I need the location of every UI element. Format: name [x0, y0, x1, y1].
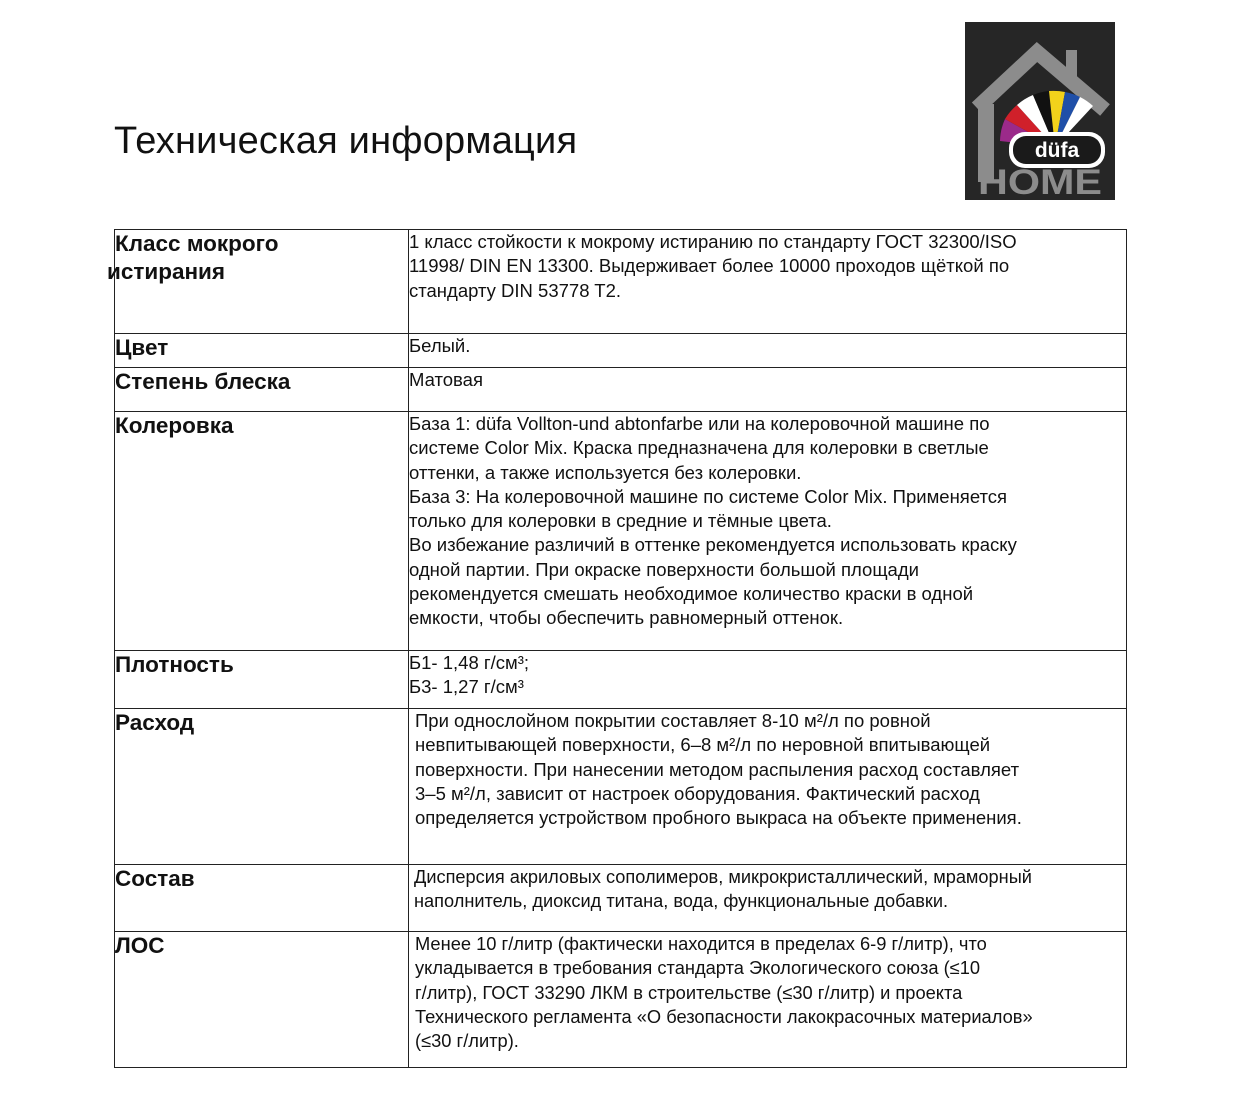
row-label: [115, 709, 409, 865]
value-line: невпитывающей поверхности, 6–8 м²/л по неровной впитывающей: [415, 734, 991, 756]
value-line: Менее 10 г/литр (фактически находится в пределах 6-9 г/литр), что: [415, 933, 987, 954]
label-line: Расход: [115, 710, 195, 735]
row-value: [409, 651, 1127, 709]
row-value: [409, 412, 1127, 651]
table-row: [115, 412, 1127, 651]
row-label: [115, 865, 409, 932]
value-line: Дисперсия акриловых сополимеров, микрокристаллический, мраморный: [414, 867, 1032, 887]
label-line: Степень блеска: [115, 369, 291, 394]
row-value: [409, 334, 1127, 368]
table-row: [115, 932, 1127, 1068]
row-label: [115, 412, 409, 651]
value-line: г/литр), ГОСТ 33290 ЛКМ в строительстве (≤30 г/литр) и проекта: [415, 981, 963, 1003]
value-line: Белый.: [409, 335, 471, 356]
row-value: [409, 932, 1127, 1068]
value-line: рекомендуется смешать необходимое количество краски в одной: [409, 583, 974, 605]
row-value: [409, 865, 1127, 932]
row-value: [409, 230, 1127, 334]
logo-brand-text: düfa: [1034, 139, 1080, 162]
row-label: [115, 334, 409, 368]
dufa-home-logo: [965, 22, 1115, 200]
row-label: [107, 230, 409, 334]
row-label: [115, 368, 409, 412]
label-line: истирания: [107, 259, 226, 284]
value-line: определяется устройством пробного выкраса на объекте применения.: [415, 807, 1022, 829]
label-line: Плотность: [115, 652, 234, 677]
table-row: [115, 709, 1127, 865]
house-color-fan-icon: [965, 22, 1115, 200]
value-line: одной партии. При окраске поверхности большой площади: [409, 558, 919, 580]
value-line: только для колеровки в средние и тёмные цвета.: [409, 510, 832, 532]
row-value: [409, 368, 1127, 412]
value-line: укладывается в требования стандарта Экологического союза (≤10: [415, 957, 981, 979]
table-row: [115, 865, 1127, 932]
table-row: [115, 651, 1127, 709]
row-label: [115, 932, 409, 1068]
label-line: ЛОС: [115, 933, 165, 958]
value-line: Б1- 1,48 г/см³;: [409, 652, 530, 673]
table-row: [115, 368, 1127, 412]
table-row: [115, 230, 1127, 334]
label-line: Класс мокрого: [115, 231, 279, 256]
label-line: Колеровка: [115, 413, 234, 438]
value-line: (≤30 г/литр).: [415, 1030, 519, 1052]
label-line: Состав: [115, 866, 195, 891]
value-line: Б3- 1,27 г/см³: [409, 676, 524, 698]
value-line: Во избежание различий в оттенке рекомендуется использовать краску: [409, 534, 1017, 556]
table-row: [115, 334, 1127, 368]
logo-home-text: HOME: [978, 163, 1102, 200]
value-line: 3–5 м²/л, зависит от настроек оборудования. Фактический расход: [415, 782, 980, 804]
value-line: поверхности. При нанесении методом распыления расход составляет: [415, 758, 1020, 780]
value-line: База 3: На колеровочной машине по системе Color Mix. Применяется: [409, 485, 1008, 507]
value-line: 1 класс стойкости к мокрому истиранию по стандарту ГОСТ 32300/ISO: [409, 231, 1017, 252]
value-line: стандарту DIN 53778 T2.: [409, 279, 622, 301]
label-line: Цвет: [115, 335, 169, 360]
value-line: системе Color Mix. Краска предназначена для колеровки в светлые: [409, 437, 989, 459]
value-line: При однослойном покрытии составляет 8-10 м²/л по ровной: [415, 710, 931, 731]
page-title: Техническая информация: [114, 120, 578, 162]
row-label: [115, 651, 409, 709]
value-line: наполнитель, диоксид титана, вода, функциональные добавки.: [414, 891, 949, 912]
technical-info-table: [107, 229, 1127, 1068]
value-line: оттенки, а также используется без колеровки.: [409, 461, 802, 483]
value-line: Технического регламента «О безопасности лакокрасочных материалов»: [415, 1005, 1033, 1027]
value-line: 11998/ DIN EN 13300. Выдерживает более 10000 проходов щёткой по: [409, 255, 1010, 277]
value-line: емкости, чтобы обеспечить равномерный оттенок.: [409, 607, 844, 629]
value-line: База 1: düfa Vollton-und abtonfarbe или на колеровочной машине по: [409, 413, 990, 434]
value-line: Матовая: [409, 369, 483, 390]
row-value: [409, 709, 1127, 865]
